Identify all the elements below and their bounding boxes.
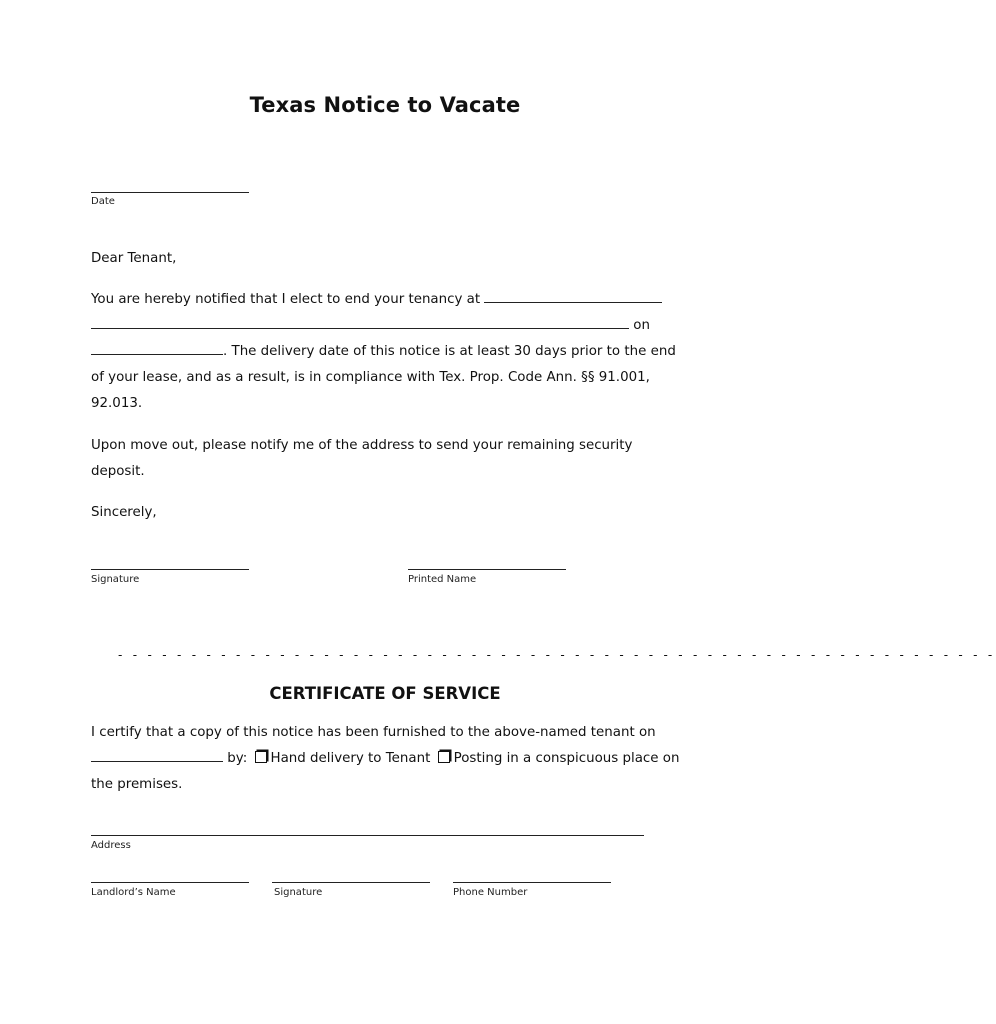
notice-text-on: on (633, 318, 650, 333)
certificate-signature-blank[interactable] (272, 882, 430, 883)
service-date-blank[interactable] (91, 747, 223, 762)
hand-delivery-checkbox-icon[interactable] (255, 751, 267, 763)
cut-line-separator: - - - - - - - - - - - - - - - - - - - - - - - - - - - - - - - - - - - - - - - - - - - - - - - - - - - - - - - - - - - - (118, 648, 996, 662)
closing: Sincerely, (91, 505, 157, 520)
posting-checkbox-icon[interactable] (438, 751, 450, 763)
notice-text-part1: You are hereby notified that I elect to end your tenancy at (91, 292, 481, 307)
certificate-paragraph (91, 720, 681, 798)
landlord-name-blank[interactable] (91, 882, 249, 883)
end-date-blank[interactable] (91, 340, 223, 355)
certificate-text-by: by: (227, 751, 248, 766)
tenancy-address-blank-2[interactable] (91, 314, 629, 329)
landlord-name-label: Landlord’s Name (91, 887, 176, 898)
date-label: Date (91, 196, 115, 207)
option-posting: Posting in a conspicuous place on the premises. (91, 751, 680, 792)
address-blank[interactable] (91, 835, 644, 836)
certificate-text-part1: I certify that a copy of this notice has been furnished to the above-named tenant on (91, 725, 656, 740)
printed-name-blank[interactable] (408, 569, 566, 570)
certificate-signature-label: Signature (274, 887, 323, 898)
notice-text-part3: . The delivery date of this notice is at least 30 days prior to the end of your lease, and as a result, is in compliance with Tex. Prop. Code Ann. §§ 91.001, 92.013. (91, 344, 676, 411)
phone-number-blank[interactable] (453, 882, 611, 883)
phone-number-label: Phone Number (453, 887, 528, 898)
signature-blank[interactable] (91, 569, 249, 570)
printed-name-label: Printed Name (408, 574, 477, 585)
address-label: Address (91, 840, 131, 851)
signature-label: Signature (91, 574, 140, 585)
deposit-paragraph: Upon move out, please notify me of the address to send your remaining security deposit. (91, 438, 633, 479)
date-blank[interactable] (91, 192, 249, 193)
tenancy-address-blank-1[interactable] (484, 288, 662, 303)
document-title: Texas Notice to Vacate (249, 93, 521, 117)
certificate-title: CERTIFICATE OF SERVICE (269, 684, 501, 703)
option-hand-delivery: Hand delivery to Tenant (270, 751, 431, 766)
notice-paragraph (91, 287, 681, 417)
salutation: Dear Tenant, (91, 251, 177, 266)
